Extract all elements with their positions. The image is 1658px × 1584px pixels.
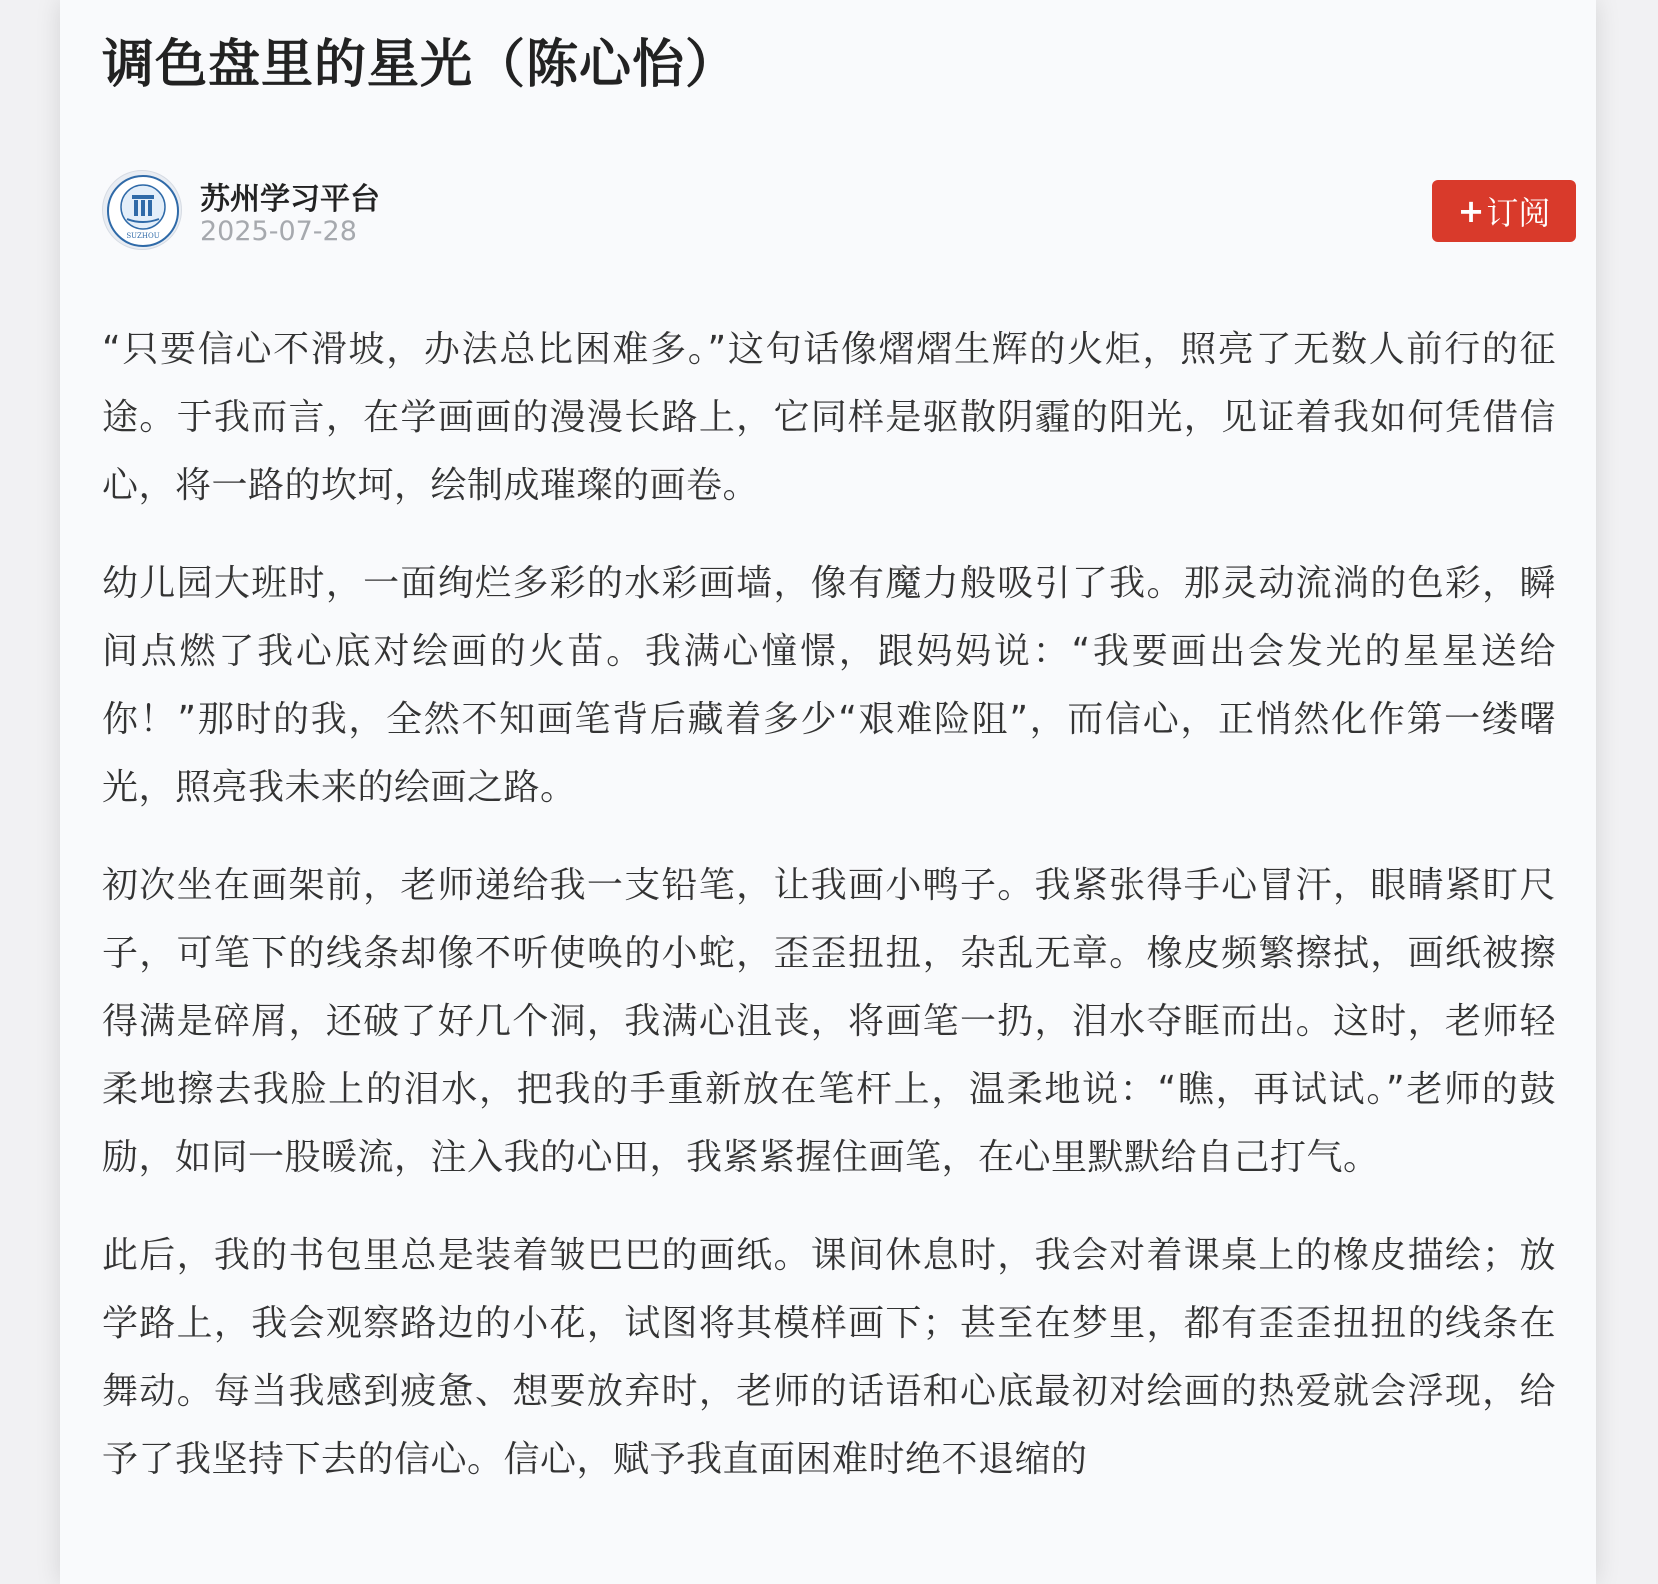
source-name[interactable]: 苏州学习平台 — [200, 182, 380, 217]
paragraph: “只要信心不滑坡，办法总比困难多。”这句话像熠熠生辉的火炬，照亮了无数人前行的征途。于我而言，在学画画的漫漫长路上，它同样是驱散阴霾的阳光，见证着我如何凭借信心，将一路的坎坷，绘制成璀璨的画卷。 — [102, 329, 1556, 506]
avatar[interactable] — [102, 170, 182, 250]
subscribe-button[interactable] — [1432, 180, 1576, 242]
paragraph: 幼儿园大班时，一面绚烂多彩的水彩画墙，像有魔力般吸引了我。那灵动流淌的色彩，瞬间点燃了我心底对绘画的火苗。我满心憧憬，跟妈妈说：“我要画出会发光的星星送给你！”那时的我，全然不知画笔背后藏着多少“艰难险阻”，而信心，正悄然化作第一缕曙光，照亮我未来的绘画之路。 — [102, 563, 1556, 808]
paragraph: 此后，我的书包里总是装着皱巴巴的画纸。课间休息时，我会对着课桌上的橡皮描绘；放学路上，我会观察路边的小花，试图将其模样画下；甚至在梦里，都有歪歪扭扭的线条在舞动。每当我感到疲惫、想要放弃时，老师的话语和心底最初对绘画的热爱就会浮现，给予了我坚持下去的信心。信心，赋予我直面困难时绝不退缩的 — [102, 1235, 1556, 1480]
author-bar — [102, 170, 1576, 254]
publish-date: 2025-07-28 — [200, 216, 357, 247]
suzhou-logo-icon — [103, 171, 183, 251]
svg-text:SUZHOU: SUZHOU — [126, 232, 160, 240]
plus-icon: + — [1457, 192, 1485, 230]
paragraph: 初次坐在画架前，老师递给我一支铅笔，让我画小鸭子。我紧张得手心冒汗，眼睛紧盯尺子，可笔下的线条却像不听使唤的小蛇，歪歪扭扭，杂乱无章。橡皮频繁擦拭，画纸被擦得满是碎屑，还破了好几个洞，我满心沮丧，将画笔一扔，泪水夺眶而出。这时，老师轻柔地擦去我脸上的泪水，把我的手重新放在笔杆上，温柔地说：“瞧，再试试。”老师的鼓励，如同一股暖流，注入我的心田，我紧紧握住画笔，在心里默默给自己打气。 — [102, 865, 1556, 1178]
subscribe-label: 订阅 — [1486, 194, 1551, 232]
article-title: 调色盘里的星光（陈心怡） — [102, 35, 739, 95]
article-body — [102, 316, 1556, 1524]
article-page — [60, 0, 1596, 1584]
